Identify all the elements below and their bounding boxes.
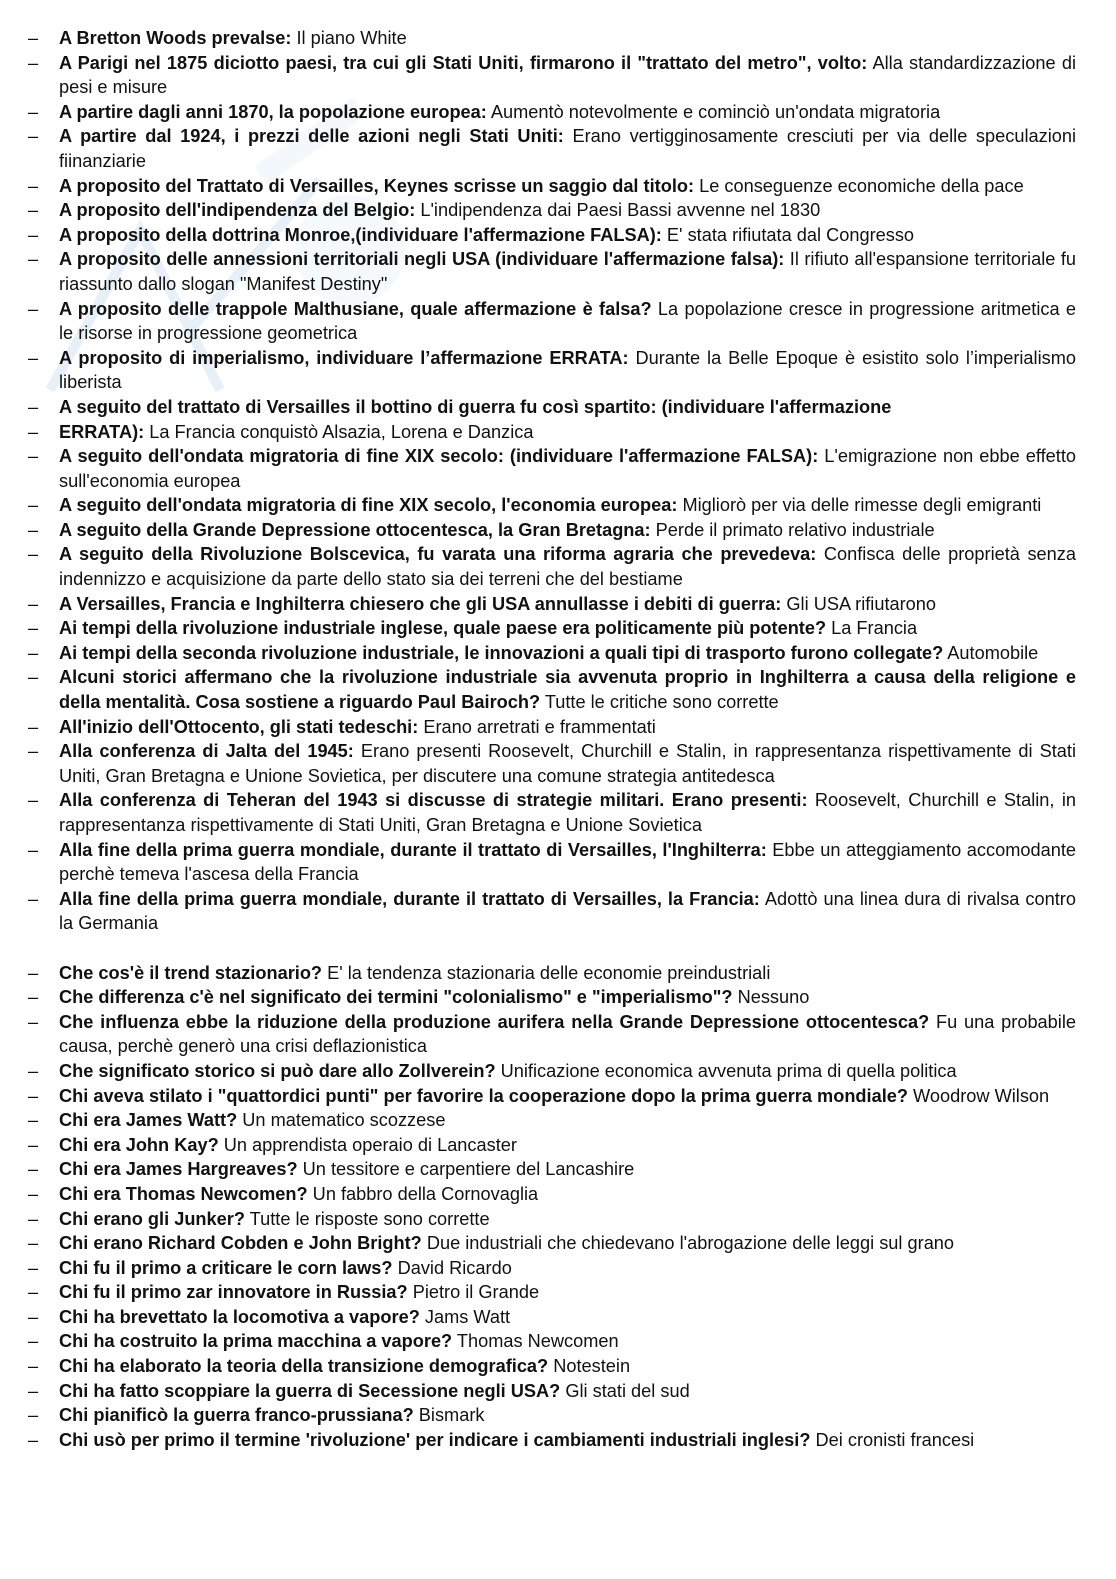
question-text: A seguito dell'ondata migratoria di fine XIX secolo: (individuare l'affermazione FALSA): (59, 446, 819, 467)
answer-text: Thomas Newcomen (452, 1331, 619, 1352)
question-text: Chi erano gli Junker? (59, 1208, 245, 1229)
answer-text: Adottò una linea dura di rivalsa contro la Germania (59, 888, 1076, 934)
question-text: Chi erano Richard Cobden e John Bright? (59, 1233, 422, 1254)
answer-text: Pietro il Grande (407, 1282, 540, 1303)
question-text: Ai tempi della rivoluzione industriale inglese, quale paese era politicamente più potente? (59, 618, 827, 639)
list-item (24, 665, 1076, 714)
bullet-dash: – (28, 1233, 39, 1254)
answer-text: Un tessitore e carpentiere del Lancashire (297, 1159, 635, 1180)
question-text: Chi fu il primo zar innovatore in Russia? (59, 1282, 408, 1303)
list-item (24, 1280, 1076, 1305)
answer-text: Gli stati del sud (560, 1380, 690, 1401)
question-text: A proposito di imperialismo, individuare l’affermazione ERRATA: (59, 347, 629, 368)
bullet-dash: – (28, 200, 39, 221)
question-text: Che cos'è il trend stazionario? (59, 962, 323, 983)
answer-text: Il rifiuto all'espansione territoriale fu riassunto dallo slogan "Manifest Destiny" (59, 249, 1077, 294)
question-text: A proposito della dottrina Monroe,(individuare l'affermazione FALSA): (59, 224, 662, 245)
question-text: Chi era James Hargreaves? (59, 1159, 298, 1180)
list-item (24, 739, 1076, 788)
answer-text: Migliorò per via delle rimesse degli emigranti (677, 495, 1042, 516)
answer-text: Aumentò notevolmente e cominciò un'ondata migratoria (486, 101, 941, 122)
list-item (24, 1207, 1076, 1232)
answer-text: Un apprendista operaio di Lancaster (218, 1134, 517, 1155)
question-text: Alla conferenza di Teheran del 1943 si discusse di strategie militari. Erano presenti: (59, 790, 808, 811)
bullet-dash: – (28, 1356, 39, 1377)
bullet-dash: – (28, 667, 39, 688)
bullet-dash: – (28, 716, 39, 737)
list-item (24, 542, 1076, 591)
bullet-dash: – (28, 790, 39, 811)
question-text: Che significato storico si può dare allo Zollverein? (59, 1060, 496, 1081)
bullet-dash: – (28, 396, 39, 417)
list-item (24, 1379, 1076, 1404)
question-text: A proposito delle annessioni territoriali negli USA (individuare l'affermazione falsa): (59, 249, 785, 270)
question-text: Chi usò per primo il termine 'rivoluzione' per indicare i cambiamenti industriali inglesi? (59, 1429, 811, 1450)
question-text: Chi ha brevettato la locomotiva a vapore? (59, 1306, 420, 1327)
answer-text: Le conseguenze economiche della pace (694, 175, 1024, 196)
question-text: A proposito delle trappole Malthusiane, quale affermazione è falsa? (59, 298, 652, 319)
question-text: Chi aveva stilato i "quattordici punti" per favorire la cooperazione dopo la prima guerra mondiale? (59, 1085, 908, 1106)
bullet-dash: – (28, 175, 39, 196)
question-text: ERRATA): (59, 421, 145, 442)
bullet-dash: – (28, 1208, 39, 1229)
answer-text: Erano vertigginosamente cresciuti per via delle speculazioni fiinanziarie (59, 126, 1077, 171)
answer-text: Durante la Belle Epoque è esistito solo l’imperialismo liberista (59, 347, 1076, 393)
answer-text: E' stata rifiutata dal Congresso (661, 224, 915, 245)
list-item (24, 100, 1076, 125)
bullet-dash: – (28, 446, 39, 467)
list-item (24, 1108, 1076, 1133)
list-item (24, 641, 1076, 666)
bullet-dash: – (28, 888, 39, 909)
list-item (24, 1403, 1076, 1428)
answer-text: Il piano White (291, 28, 407, 48)
answer-text: La Francia (826, 618, 918, 639)
list-item (24, 985, 1076, 1010)
bullet-dash: – (28, 987, 39, 1008)
list-item (24, 124, 1076, 173)
question-text: Chi ha costruito la prima macchina a vapore? (59, 1331, 453, 1352)
bullet-dash: – (28, 495, 39, 516)
bullet-dash: – (28, 298, 39, 319)
question-text: Chi ha elaborato la teoria della transizione demografica? (59, 1356, 549, 1377)
question-text: Chi era John Kay? (59, 1134, 219, 1155)
answer-text: E' la tendenza stazionaria delle economie preindustriali (322, 962, 771, 983)
bullet-dash: – (28, 1011, 39, 1032)
bullet-dash: – (28, 1183, 39, 1204)
question-text: Alcuni storici affermano che la rivoluzione industriale sia avvenuta proprio in Inghilterra a causa della religione e della mentalità. Cosa sostiene a riguardo Paul Bairoch? (59, 667, 1076, 713)
answer-text: L'emigrazione non ebbe effetto sull'economia europea (59, 446, 1077, 491)
answer-text: Confisca delle proprietà senza indennizzo e acquisizione da parte dello stato sia dei terreni che del bestiame (59, 544, 1076, 590)
list-item (24, 198, 1076, 223)
list-item (24, 788, 1076, 837)
list-item (24, 1084, 1076, 1109)
answer-text: Perde il primato relativo industriale (650, 519, 935, 540)
bullet-dash: – (28, 1331, 39, 1352)
answer-text: L'indipendenza dai Paesi Bassi avvenne nel 1830 (415, 200, 821, 221)
qa-list (24, 26, 1076, 1452)
list-item (24, 838, 1076, 887)
question-text: Alla conferenza di Jalta del 1945: (59, 741, 354, 762)
bullet-dash: – (28, 544, 39, 565)
bullet-dash: – (28, 101, 39, 122)
answer-text: Notestein (548, 1356, 631, 1377)
question-text: A Versailles, Francia e Inghilterra chiesero che gli USA annullasse i debiti di guerra: (59, 593, 782, 614)
list-item (24, 1354, 1076, 1379)
answer-text: Fu una probabile causa, perchè generò una crisi deflazionistica (59, 1011, 1076, 1057)
answer-text: Tutte le critiche sono corrette (540, 692, 779, 713)
bullet-dash: – (28, 28, 39, 48)
question-text: A seguito dell'ondata migratoria di fine XIX secolo, l'economia europea: (59, 495, 678, 516)
bullet-dash: – (28, 962, 39, 983)
list-item (24, 1305, 1076, 1330)
bullet-dash: – (28, 421, 39, 442)
question-text: A partire dagli anni 1870, la popolazione europea: (59, 101, 487, 122)
list-item (24, 1010, 1076, 1059)
answer-text: Erano presenti Roosevelt, Churchill e Stalin, in rappresentanza rispettivamente di Stati Uniti, Gran Bretagna e Unione Sovietica, per discutere una comune strategia antitedesca (59, 741, 1076, 786)
bullet-dash: – (28, 1159, 39, 1180)
question-text: Che differenza c'è nel significato dei termini "colonialismo" e "imperialismo"? (59, 987, 733, 1008)
bullet-dash: – (28, 1405, 39, 1426)
list-item (24, 518, 1076, 543)
question-text: All'inizio dell'Ottocento, gli stati tedeschi: (59, 716, 419, 737)
list-item (24, 1428, 1076, 1453)
answer-text: Woodrow Wilson (908, 1085, 1050, 1106)
question-text: A seguito della Grande Depressione ottocentesca, la Gran Bretagna: (59, 519, 651, 540)
answer-text: Roosevelt, Churchill e Stalin, in rappresentanza rispettivamente di Stati Uniti, Gran Bretagna e Unione Sovietica (59, 790, 1076, 835)
answer-text: Gli USA rifiutarono (781, 593, 937, 614)
question-text: Chi pianificò la guerra franco-prussiana? (59, 1405, 414, 1426)
answer-text: Dei cronisti francesi (810, 1429, 975, 1450)
answer-text: La Francia conquistò Alsazia, Lorena e Danzica (144, 421, 534, 442)
bullet-dash: – (28, 1282, 39, 1303)
answer-text: Un matematico scozzese (237, 1110, 446, 1131)
answer-text: Tutte le risposte sono corrette (244, 1208, 490, 1229)
question-text: Chi era James Watt? (59, 1110, 238, 1131)
bullet-dash: – (28, 1306, 39, 1327)
list-item (24, 715, 1076, 740)
question-text: Alla fine della prima guerra mondiale, durante il trattato di Versailles, l'Inghilterra: (59, 839, 767, 860)
answer-text: Automobile (943, 642, 1039, 663)
question-text: A seguito della Rivoluzione Bolscevica, fu varata una riforma agraria che prevedeva: (59, 544, 817, 565)
answer-text: David Ricardo (392, 1257, 512, 1278)
question-text: Ai tempi della seconda rivoluzione industriale, le innovazioni a quali tipi di trasporto furono collegate? (59, 642, 944, 663)
question-text: Chi fu il primo a criticare le corn laws? (59, 1257, 393, 1278)
question-text: A Parigi nel 1875 diciotto paesi, tra cui gli Stati Uniti, firmarono il "trattato del metro", volto: (59, 52, 868, 73)
bullet-dash: – (28, 1060, 39, 1081)
bullet-dash: – (28, 347, 39, 368)
bullet-dash: – (28, 1110, 39, 1131)
question-text: A Bretton Woods prevalse: (59, 28, 292, 48)
list-item (24, 51, 1076, 100)
answer-text: La popolazione cresce in progressione aritmetica e le risorse in progressione geometrica (59, 298, 1077, 344)
list-item (24, 616, 1076, 641)
list-item (24, 1157, 1076, 1182)
bullet-dash: – (28, 126, 39, 147)
question-text: A partire dal 1924, i prezzi delle azioni negli Stati Uniti: (59, 126, 564, 147)
list-item (24, 1256, 1076, 1281)
question-text: Chi era Thomas Newcomen? (59, 1183, 308, 1204)
list-item (24, 174, 1076, 199)
answer-text: Alla standardizzazione di pesi e misure (59, 52, 1076, 98)
answer-text: Bismark (413, 1405, 485, 1426)
bullet-dash: – (28, 1429, 39, 1450)
list-item (24, 223, 1076, 248)
bullet-dash: – (28, 249, 39, 270)
answer-text: Jams Watt (419, 1306, 511, 1327)
list-item (24, 346, 1076, 395)
bullet-dash: – (28, 1380, 39, 1401)
answer-text: Un fabbro della Cornovaglia (307, 1183, 539, 1204)
list-item (24, 26, 1076, 51)
question-text: Chi ha fatto scoppiare la guerra di Secessione negli USA? (59, 1380, 561, 1401)
bullet-dash: – (28, 224, 39, 245)
list-item (24, 444, 1076, 493)
question-text: A proposito del Trattato di Versailles, Keynes scrisse un saggio dal titolo: (59, 175, 695, 196)
bullet-dash: – (28, 519, 39, 540)
bullet-dash: – (28, 52, 39, 73)
bullet-dash: – (28, 1257, 39, 1278)
list-item (24, 395, 1076, 420)
answer-text: Nessuno (732, 987, 810, 1008)
list-item (24, 493, 1076, 518)
list-item (24, 1329, 1076, 1354)
bullet-dash: – (28, 1085, 39, 1106)
list-item (24, 592, 1076, 617)
bullet-dash: – (28, 839, 39, 860)
question-text: Che influenza ebbe la riduzione della produzione aurifera nella Grande Depressione ottocentesca? (59, 1011, 930, 1032)
question-text: A seguito del trattato di Versailles il bottino di guerra fu così spartito: (individuare l'affermazione (59, 396, 892, 417)
bullet-dash: – (28, 618, 39, 639)
answer-text: Due industriali che chiedevano l'abrogazione delle leggi sul grano (421, 1233, 955, 1254)
list-item (24, 961, 1076, 986)
list-item (24, 887, 1076, 936)
bullet-dash: – (28, 741, 39, 762)
list-item (24, 247, 1076, 296)
bullet-dash: – (28, 593, 39, 614)
list-item (24, 420, 1076, 445)
answer-text: Erano arretrati e frammentati (418, 716, 656, 737)
question-text: A proposito dell'indipendenza del Belgio: (59, 200, 416, 221)
bullet-dash: – (28, 642, 39, 663)
list-item (24, 1231, 1076, 1256)
list-item (24, 1059, 1076, 1084)
question-text: Alla fine della prima guerra mondiale, durante il trattato di Versailles, la Francia: (59, 888, 760, 909)
list-item (24, 1182, 1076, 1207)
list-item (24, 1133, 1076, 1158)
list-item (24, 297, 1076, 346)
answer-text: Ebbe un atteggiamento accomodante perchè temeva l'ascesa della Francia (59, 839, 1076, 885)
blank-line (24, 936, 1076, 961)
bullet-dash: – (28, 1134, 39, 1155)
answer-text: Unificazione economica avvenuta prima di quella politica (495, 1060, 957, 1081)
